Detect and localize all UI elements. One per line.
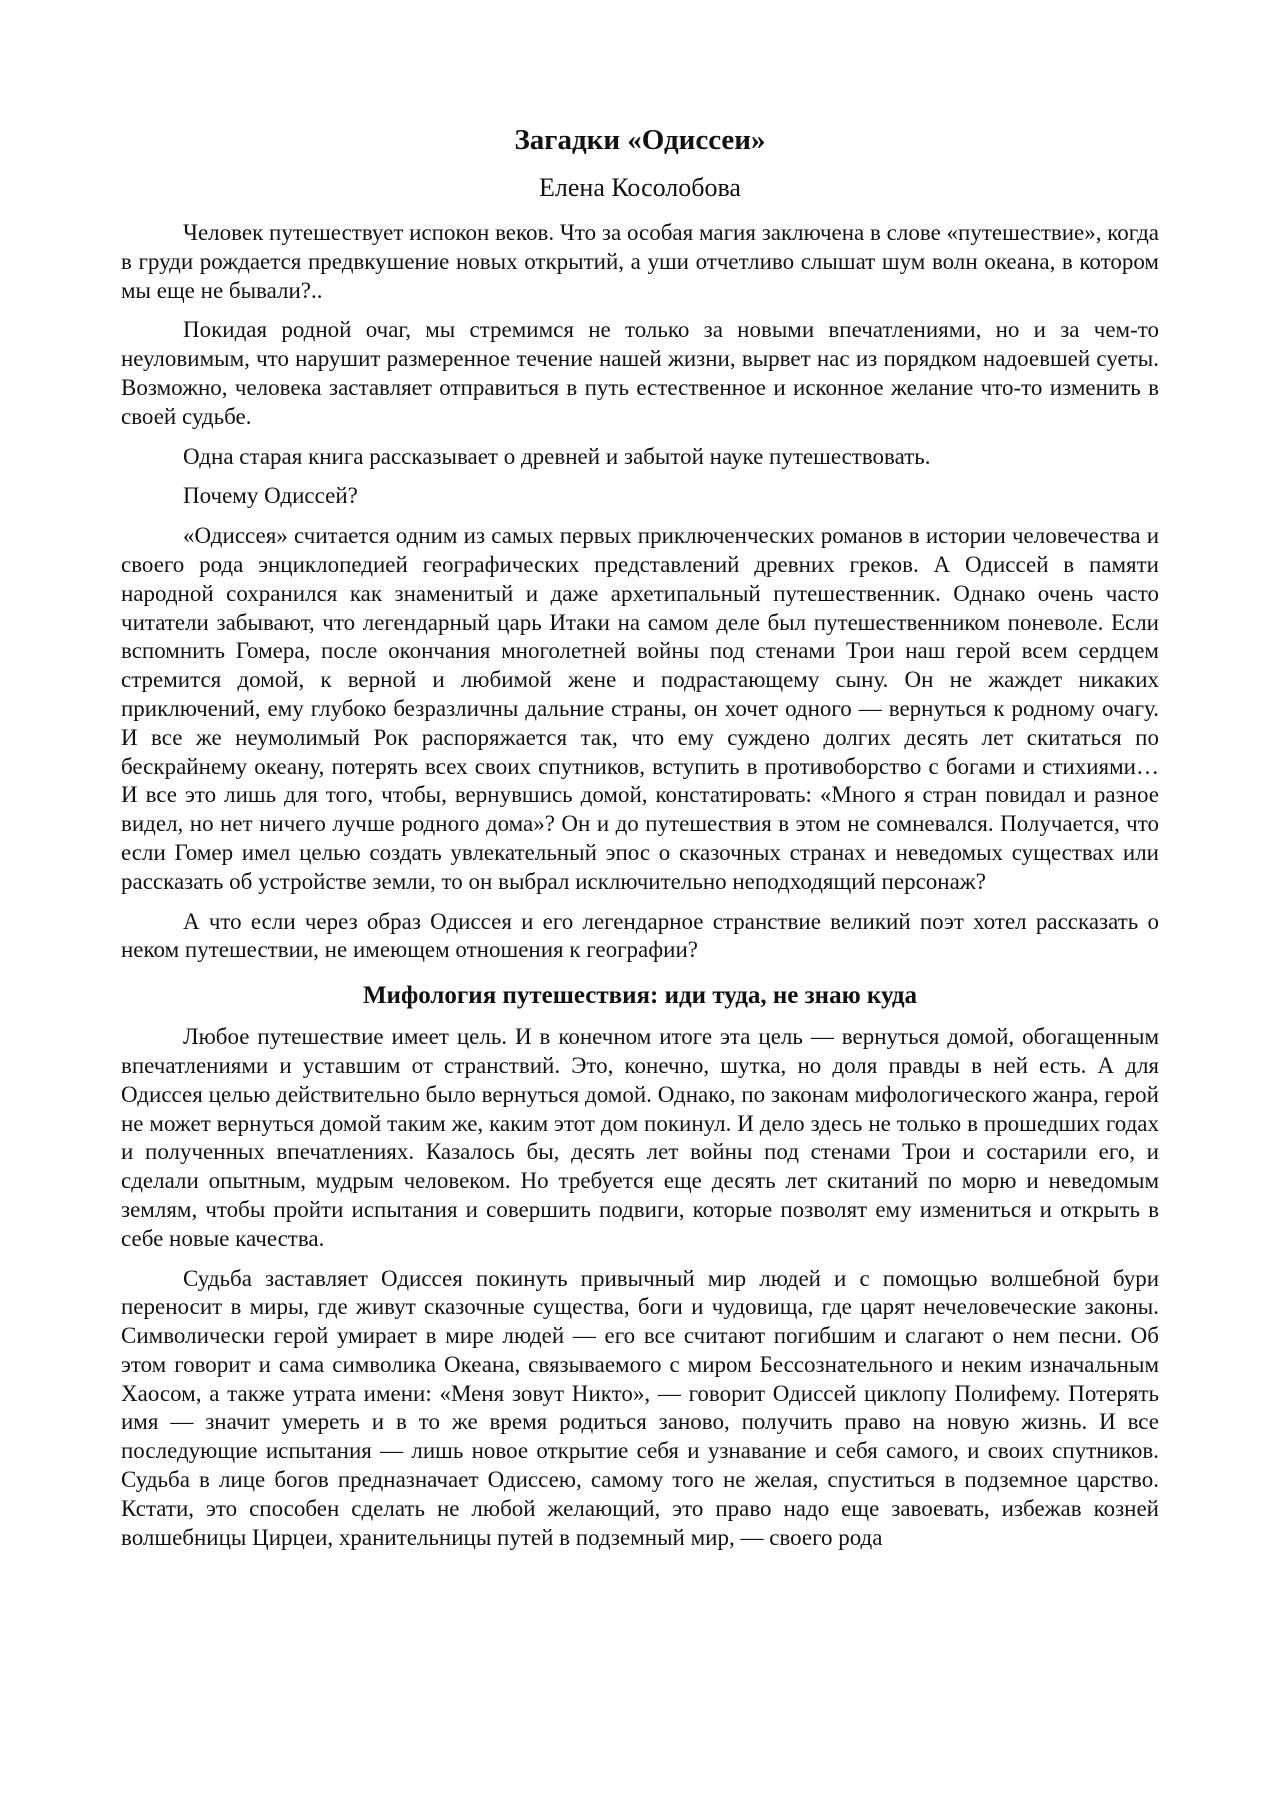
paragraph: А что если через образ Одиссея и его легендарное странствие великий поэт хотел рассказать о неком путешествии, не имеющем отношения к географии?: [121, 908, 1159, 963]
paragraph: Человек путешествует испокон веков. Что за особая магия заключена в слове «путешествие», когда в груди рождается предвкушение новых открытий, а уши отчетливо слышат шум волн океана, в котором мы еще не бывали?..: [121, 220, 1159, 303]
section-heading: Мифология путешествия: иди туда, не знаю куда: [362, 982, 918, 1010]
paragraph: Судьба заставляет Одиссея покинуть привычный мир людей и с помощью волшебной бури переносит в миры, где живут сказочные существа, боги и чудовища, где царят нечеловеческие законы. Символически герой умирает в мире людей — его все считают погибшим и слагают о нем песни. Об этом говорит и сама символика Океана, связываемого с миром Бессознательного и неким изначальным Хаосом, а также утрата имени: «Меня зовут Никто», — говорит Одиссей циклопу Полифему. Потерять имя — значит умереть и в то же время родиться заново, получить право на новую жизнь. И все последующие испытания — лишь новое открытие себя и узнавание и себя самого, и своих спутников. Судьба в лице богов предназначает Одиссею, самому того не желая, спуститься в подземное царство. Кстати, это способен сделать не любой желающий, это право надо еще завоевать, избежав козней волшебницы Цирцеи, хранительницы путей в подземный мир, — своего рода: [121, 1265, 1159, 1550]
paragraph: «Одиссея» считается одним из самых первых приключенческих романов в истории человечества и своего рода энциклопедией географических представлений древних греков. А Одиссей в памяти народной сохранился как знаменитый и даже архетипальный путешественник. Однако очень часто читатели забывают, что легендарный царь Итаки на самом деле был путешественником поневоле. Если вспомнить Гомера, после окончания многолетней войны под стенами Трои наш герой всем сердцем стремится домой, к верной и любимой жене и подрастающему сыну. Он не жаждет никаких приключений, ему глубоко безразличны дальние страны, он хочет одного — вернуться к родному очагу. И все же неумолимый Рок распоряжается так, что ему суждено долгих десять лет скитаться по бескрайнему океану, потерять всех своих спутников, вступить в противоборство с богами и стихиями… И все это лишь для того, чтобы, вернувшись домой, констатировать: «Много я стран повидал и разное видел, но нет ничего лучше родного дома»? Он и до путешествия в этом не сомневался. Получается, что если Гомер имел целью создать увлекательный эпос о сказочных странах и неведомых существах или рассказать об устройстве земли, то он выбрал исключительно неподходящий персонаж?: [121, 523, 1159, 894]
paragraph: Одна старая книга рассказывает о древней и забытой науке путешествовать.: [183, 443, 931, 469]
author-name: Елена Косолобова: [539, 173, 741, 202]
paragraph: Почему Одиссей?: [183, 483, 358, 509]
paragraph: Любое путешествие имеет цель. И в конечном итоге эта цель — вернуться домой, обогащенным впечатлениями и уставшим от странствий. Это, конечно, шутка, но доля правды в ней есть. А для Одиссея целью действительно было вернуться домой. Однако, по законам мифологического жанра, герой не может вернуться домой таким же, каким этот дом покинул. И дело здесь не только в прошедших годах и полученных впечатлениях. Казалось бы, десять лет войны под стенами Трои и состарили его, и сделали опытным, мудрым человеком. Но требуется еще десять лет скитаний по морю и неведомым землям, чтобы пройти испытания и совершить подвиги, которые позволят ему измениться и открыть в себе новые качества.: [121, 1024, 1159, 1251]
document-title: Загадки «Одиссеи»: [514, 124, 766, 156]
paragraph: Покидая родной очаг, мы стремимся не только за новыми впечатлениями, но и за чем-то неуловимым, что нарушит размеренное течение нашей жизни, вырвет нас из порядком надоевшей суеты. Возможно, человека заставляет отправиться в путь естественное и исконное желание что-то изменить в своей судьбе.: [121, 317, 1159, 429]
